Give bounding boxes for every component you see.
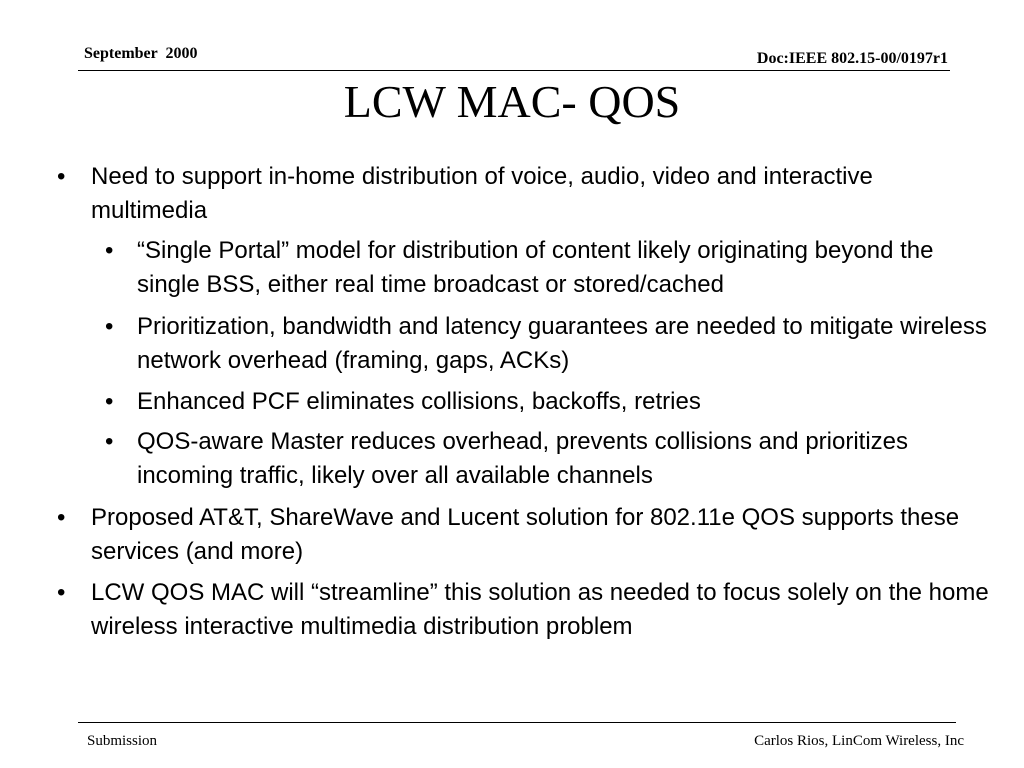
footer-right: Carlos Rios, LinCom Wireless, Inc [754, 733, 964, 749]
bullet-dot-icon: • [57, 163, 66, 190]
bullet-dot-icon: • [105, 388, 114, 415]
sub-bullet-text: “Single Portal” model for distribution of content likely originating beyond the single BSS, either real time broadcast or stored/cached [137, 237, 934, 298]
bullet-dot-icon: • [105, 428, 114, 455]
bullet-text: Proposed AT&T, ShareWave and Lucent solution for 802.11e QOS supports these services (and more) [91, 504, 960, 565]
header-doc-id: Doc:IEEE 802.15-00/0197r1 [756, 50, 948, 67]
sub-bullet-item-1 [105, 234, 997, 302]
bullet-dot-icon: • [105, 313, 114, 340]
sub-bullet-text: Enhanced PCF eliminates collisions, backoffs, retries [137, 388, 701, 415]
sub-bullet-item-3 [105, 385, 997, 419]
bullet-text: LCW QOS MAC will “streamline” this solution as needed to focus solely on the home wireless interactive multimedia distribution problem [91, 579, 989, 640]
header-divider [78, 70, 950, 71]
sub-bullet-item-2 [105, 310, 997, 378]
sub-bullet-text: QOS-aware Master reduces overhead, prevents collisions and prioritizes incoming traffic, likely over all available channels [137, 428, 909, 489]
bullet-item-3 [57, 576, 991, 644]
bullet-dot-icon: • [57, 504, 66, 531]
header-date: September 2000 [84, 45, 198, 62]
bullet-dot-icon: • [105, 237, 114, 264]
sub-bullet-text: Prioritization, bandwidth and latency guarantees are needed to mitigate wireless network overhead (framing, gaps, ACKs) [137, 313, 987, 374]
footer-left: Submission [87, 733, 158, 749]
bullet-dot-icon: • [57, 579, 66, 606]
footer-divider [78, 722, 956, 723]
slide-title: LCW MAC- QOS [343, 76, 681, 127]
sub-bullet-item-4 [105, 425, 997, 493]
bullet-item-1 [57, 160, 991, 228]
bullet-item-2 [57, 501, 991, 569]
bullet-text: Need to support in-home distribution of voice, audio, video and interactive multimedia [91, 163, 873, 224]
